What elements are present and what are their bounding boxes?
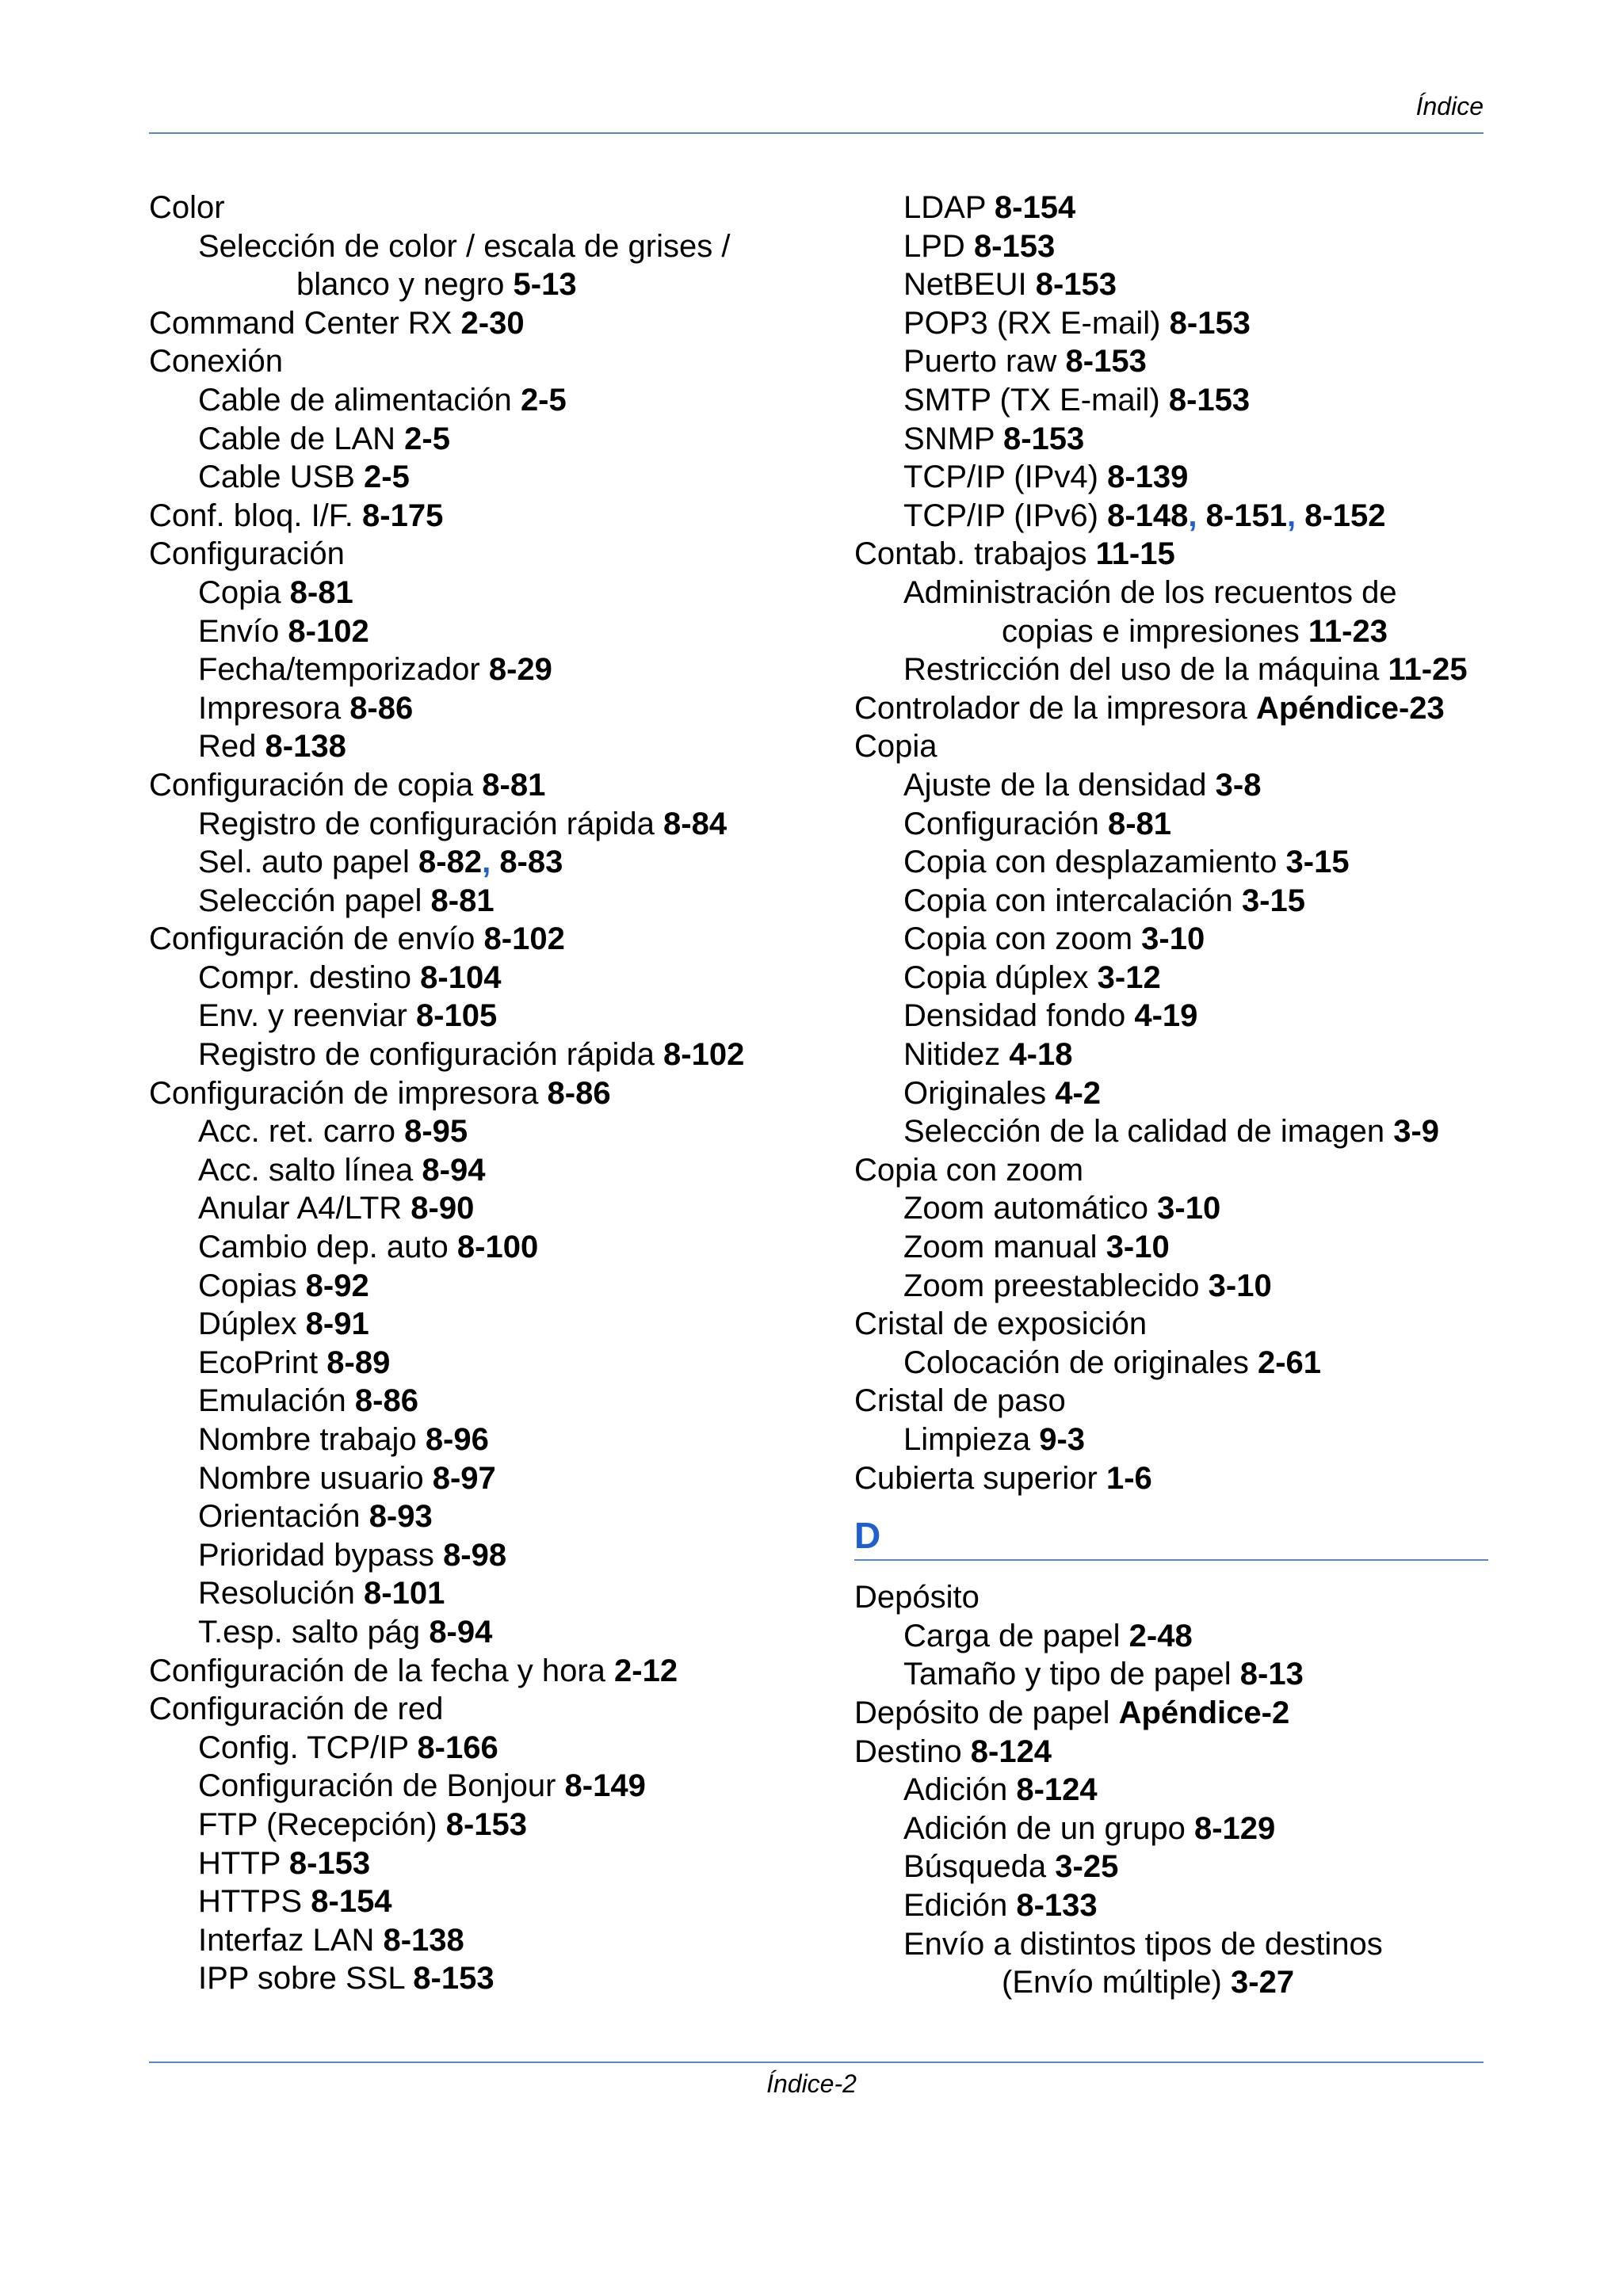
page-reference: 3-8 [1215,767,1262,803]
index-entry [854,727,1488,766]
index-term: LDAP [903,190,986,225]
page-reference: 8-154 [311,1884,392,1920]
index-term: Originales [903,1075,1047,1111]
index-entry [149,265,831,304]
index-entry [149,1690,831,1729]
index-entry [854,1382,1488,1421]
index-term: Depósito [854,1580,980,1615]
index-term: Sel. auto papel [198,845,410,880]
page-reference: 8-139 [1107,460,1189,495]
index-term: Zoom preestablecido [903,1268,1200,1303]
index-term: TCP/IP (IPv6) [903,498,1098,533]
index-entry [149,1344,831,1383]
page-reference: 8-96 [425,1422,489,1457]
page-reference: 8-81 [1107,806,1172,841]
page-number: Índice-2 [766,2069,857,2098]
index-term: EcoPrint [198,1344,319,1380]
section-rule-d [854,1559,1488,1561]
index-term: Zoom manual [903,1230,1098,1265]
page-reference: 3-15 [1285,845,1350,880]
index-term: Cable de alimentación [198,382,512,418]
index-entry [149,1228,831,1267]
index-entry [854,1459,1488,1498]
page-reference: 3-9 [1393,1114,1440,1150]
page-reference: 11-25 [1388,652,1468,688]
index-term: Nombre usuario [198,1460,424,1496]
index-term: Cable USB [198,460,355,495]
page-reference: 3-10 [1106,1230,1170,1265]
index-term: Ajuste de la densidad [903,767,1207,803]
index-term: LPD [903,228,965,264]
page-reference: 8-84 [663,806,727,841]
page-reference: 8-153 [445,1806,528,1842]
ref-separator: , [1286,498,1296,533]
page-reference: 8-133 [1016,1887,1098,1923]
index-entry [149,1613,831,1652]
index-entry [149,1959,831,1998]
index-entry [149,535,831,574]
index-term: Conexión [149,344,284,379]
index-entry [149,1421,831,1459]
index-entry [149,227,831,266]
index-entry [149,1844,831,1883]
page-reference: 8-153 [1168,382,1251,418]
index-term: Tamaño y tipo de papel [903,1657,1232,1692]
page-reference: 2-12 [614,1653,678,1688]
index-term: Dúplex [198,1306,297,1342]
index-entry [149,1536,831,1575]
index-term: SNMP [903,421,995,456]
index-term: blanco y negro [296,267,505,303]
index-entry [854,805,1488,844]
index-entry [854,1112,1488,1151]
index-entry [149,1189,831,1228]
index-term: POP3 (RX E-mail) [903,305,1161,341]
index-term: Registro de configuración rápida [198,1037,655,1073]
page-reference: Apéndice-2 [1118,1695,1290,1730]
ref-separator: , [482,845,491,880]
index-entry [854,304,1488,343]
index-term: Carga de papel [903,1618,1121,1653]
page-reference: 2-61 [1257,1344,1322,1380]
page-reference: 4-19 [1134,998,1198,1034]
page-reference: 8-94 [429,1614,493,1650]
index-term: Selección papel [198,883,422,918]
index-entry [854,1771,1488,1810]
page-reference: 8-97 [432,1460,496,1496]
index-term: IPP sobre SSL [198,1961,405,1997]
index-entry [149,612,831,651]
index-term: TCP/IP (IPv4) [903,460,1098,495]
index-entry [854,1035,1488,1074]
index-term: Registro de configuración rápida [198,806,655,841]
index-term: Configuración de la fecha y hora [149,1653,605,1688]
index-term: Cristal de paso [854,1383,1066,1419]
index-entry [854,1344,1488,1383]
index-entry [854,1848,1488,1886]
index-term: Nombre trabajo [198,1422,417,1457]
index-term: copias e impresiones [1002,613,1300,649]
index-entry [854,1421,1488,1459]
index-entry [854,1189,1488,1228]
page-reference: 8-86 [547,1075,611,1111]
page-reference: 9-3 [1039,1422,1086,1457]
index-entry [149,497,831,536]
header-rule [149,132,1484,134]
index-entry [854,843,1488,882]
index-term: Prioridad bypass [198,1537,434,1573]
index-term: Copia con intercalación [903,883,1233,918]
page-reference: 8-98 [443,1537,507,1573]
index-term: Compr. destino [198,959,412,995]
page-reference: 8-29 [488,652,552,688]
index-entry [854,1305,1488,1344]
index-term: Selección de color / escala de grises / [198,228,731,264]
page-reference: 3-10 [1141,921,1205,957]
page-reference: 8-124 [1016,1772,1098,1808]
section-d-entries [854,1578,1488,2002]
page-reference: 8-153 [1002,421,1085,456]
page-reference: 3-10 [1157,1191,1221,1226]
index-term: Color [149,190,225,225]
page-reference: 3-15 [1241,883,1305,918]
page-reference: 8-86 [349,690,414,726]
page-reference: 8-153 [1169,305,1251,341]
page-reference: 2-30 [460,305,525,341]
index-term: Emulación [198,1383,346,1419]
index-term: Red [198,729,257,765]
index-entry [149,574,831,612]
page-reference: 2-5 [404,421,450,456]
index-term: Cambio dep. auto [198,1230,449,1265]
index-entry [854,189,1488,227]
page-reference: 3-12 [1097,959,1161,995]
index-term: Edición [903,1887,1008,1923]
page-reference: 8-153 [1065,344,1147,379]
index-term: Copia con zoom [854,1152,1084,1188]
index-term: Configuración de impresora [149,1075,539,1111]
page-reference: 8-81 [430,883,495,918]
index-entry [149,650,831,689]
index-entry [854,766,1488,805]
index-term: Cable de LAN [198,421,396,456]
page-reference: 11-23 [1308,613,1388,649]
index-entry [854,1578,1488,1617]
index-entry [854,381,1488,420]
page-reference: 8-101 [364,1576,445,1611]
index-term: Configuración de Bonjour [198,1768,556,1804]
index-term: Config. TCP/IP [198,1730,409,1765]
index-entry [854,997,1488,1035]
index-term: Configuración [903,806,1099,841]
index-entry [149,342,831,381]
page-reference: 8-148 [1107,498,1189,533]
index-entry [149,1497,831,1536]
index-term: T.esp. salto pág [198,1614,421,1650]
page-reference: 8-124 [970,1733,1052,1769]
index-entry [149,189,831,227]
index-entry [149,766,831,805]
index-entry [854,342,1488,381]
page-reference: 8-151 [1205,498,1287,533]
index-entry [854,1074,1488,1113]
page-reference: 8-153 [973,228,1056,264]
header-title: Índice [1415,92,1484,120]
page-reference: 8-95 [404,1114,468,1150]
section-letter-d: D [854,1515,881,1557]
index-entry [149,843,831,882]
index-entry [854,535,1488,574]
index-entry [854,1733,1488,1772]
index-term: Configuración de red [149,1691,444,1727]
index-term: Copia con zoom [903,921,1133,957]
page-reference: 8-93 [369,1499,433,1535]
page-reference: 8-152 [1304,498,1386,533]
index-entry [149,689,831,728]
index-entry [149,1921,831,1960]
page-reference: 8-129 [1193,1810,1276,1846]
index-term: Env. y reenviar [198,998,407,1034]
index-column-right-top [854,189,1488,1497]
page-reference: 8-154 [994,190,1076,225]
index-entry [854,1925,1488,1964]
index-entry [854,420,1488,459]
page-reference: 8-86 [354,1383,418,1419]
index-term: Copia [198,574,281,610]
page-reference: 8-94 [422,1152,486,1188]
index-term: Acc. ret. carro [198,1114,395,1150]
index-entry [149,1074,831,1113]
index-entry [149,1767,831,1806]
index-entry [854,1655,1488,1694]
index-entry [149,1806,831,1844]
page-reference: 8-92 [305,1268,369,1303]
index-term: Restricción del uso de la máquina [903,652,1380,688]
index-entry [149,304,831,343]
index-entry [854,574,1488,612]
page-reference: 3-10 [1208,1268,1272,1303]
index-entry [854,265,1488,304]
page-reference: 8-149 [564,1768,646,1804]
index-term: NetBEUI [903,267,1027,303]
index-term: Contab. trabajos [854,536,1087,572]
index-term: Administración de los recuentos de [903,574,1397,610]
index-term: Resolución [198,1576,355,1611]
page-reference: 4-18 [1009,1037,1073,1073]
index-term: Colocación de originales [903,1344,1249,1380]
index-entry [149,1267,831,1306]
index-entry [149,1459,831,1498]
page-reference: 3-25 [1055,1849,1119,1885]
index-term: (Envío múltiple) [1002,1965,1222,2000]
index-term: Destino [854,1733,962,1769]
index-term: Selección de la calidad de imagen [903,1114,1385,1150]
index-term: Command Center RX [149,305,453,341]
index-term: Copia con desplazamiento [903,845,1277,880]
index-column-right [854,189,1488,2002]
index-term: Adición de un grupo [903,1810,1186,1846]
page-reference: 8-153 [288,1845,371,1881]
index-entry [149,959,831,997]
page-reference: 3-27 [1231,1965,1295,2000]
index-term: Cristal de exposición [854,1306,1148,1342]
index-term: Copias [198,1268,297,1303]
page-reference: 8-175 [362,498,444,533]
index-entry [149,1112,831,1151]
index-entry [854,612,1488,651]
index-term: Conf. bloq. I/F. [149,498,353,533]
index-entry [149,420,831,459]
page-reference: 8-81 [482,767,546,803]
page-reference: 8-166 [417,1730,498,1765]
index-term: Envío [198,613,280,649]
page-reference: 8-91 [305,1306,369,1342]
page-reference: 8-82 [418,845,483,880]
index-entry [854,689,1488,728]
page-reference: 8-102 [663,1037,745,1073]
index-term: Búsqueda [903,1849,1047,1885]
index-term: HTTP [198,1845,281,1881]
page-reference: 5-13 [513,267,577,303]
page-reference: 8-89 [327,1344,391,1380]
index-term: Orientación [198,1499,361,1535]
page-reference: 8-138 [265,729,346,765]
index-entry [854,882,1488,921]
index-term: Zoom automático [903,1191,1149,1226]
index-term: Nitidez [903,1037,1001,1073]
index-entry [149,1574,831,1613]
index-entry [854,1267,1488,1306]
index-entry [854,920,1488,959]
page-reference: 8-105 [415,998,498,1034]
page-reference: 2-5 [364,460,410,495]
index-term: Interfaz LAN [198,1922,375,1958]
page-reference: 8-104 [420,959,502,995]
index-term: Controlador de la impresora [854,690,1247,726]
index-entry [149,458,831,497]
index-term: Limpieza [903,1422,1031,1457]
index-entry [149,381,831,420]
index-entry [149,1382,831,1421]
index-term: Adición [903,1772,1008,1808]
page-reference: 8-90 [411,1191,475,1226]
index-entry [149,882,831,921]
index-term: SMTP (TX E-mail) [903,382,1160,418]
index-entry [854,1694,1488,1733]
page-reference: 8-81 [289,574,353,610]
index-term: Copia dúplex [903,959,1089,995]
index-term: Impresora [198,690,342,726]
page-reference: 8-153 [413,1961,495,1997]
index-term: Acc. salto línea [198,1152,414,1188]
index-term: FTP (Recepción) [198,1806,437,1842]
page-reference: 8-13 [1239,1657,1304,1692]
index-entry [854,227,1488,266]
index-term: Configuración de copia [149,767,474,803]
index-entry [149,727,831,766]
index-entry [854,458,1488,497]
page-reference: 8-102 [288,613,369,649]
index-entry [854,650,1488,689]
ref-separator: , [1188,498,1197,533]
index-term: Puerto raw [903,344,1057,379]
page-reference: 11-15 [1095,536,1175,572]
index-entry [854,1886,1488,1925]
index-term: Configuración de envío [149,921,475,957]
index-entry [149,997,831,1035]
page-reference: 8-153 [1035,267,1117,303]
index-term: Anular A4/LTR [198,1191,403,1226]
index-entry [149,805,831,844]
page-reference: 8-102 [483,921,565,957]
index-term: Densidad fondo [903,998,1126,1034]
index-entry [854,1963,1488,2002]
page-reference: 4-2 [1055,1075,1102,1111]
index-entry [854,959,1488,997]
index-entry [854,1151,1488,1190]
index-term: HTTPS [198,1884,303,1920]
index-term: Copia [854,729,938,765]
index-term: Envío a distintos tipos de destinos [903,1926,1383,1962]
index-entry [149,1305,831,1344]
index-term: Depósito de papel [854,1695,1110,1730]
index-term: Fecha/temporizador [198,652,480,688]
index-entry [149,1652,831,1691]
page-reference: 2-5 [520,382,567,418]
index-entry [854,1810,1488,1848]
page-reference: 1-6 [1106,1460,1152,1496]
index-term: Configuración [149,536,345,572]
page-reference: 8-83 [499,845,563,880]
page-reference: Apéndice-23 [1255,690,1445,726]
index-entry [149,1729,831,1768]
index-entry [149,920,831,959]
index-entry [149,1882,831,1921]
page-reference: 8-100 [456,1230,539,1265]
page-reference: 8-138 [383,1922,464,1958]
page-reference: 2-48 [1128,1618,1193,1653]
index-entry [854,497,1488,536]
index-term: Cubierta superior [854,1460,1098,1496]
footer-rule [149,2061,1484,2063]
index-entry [149,1151,831,1190]
index-entry [149,1035,831,1074]
index-entry [854,1617,1488,1656]
index-entry [854,1228,1488,1267]
index-column-left [149,189,831,1998]
